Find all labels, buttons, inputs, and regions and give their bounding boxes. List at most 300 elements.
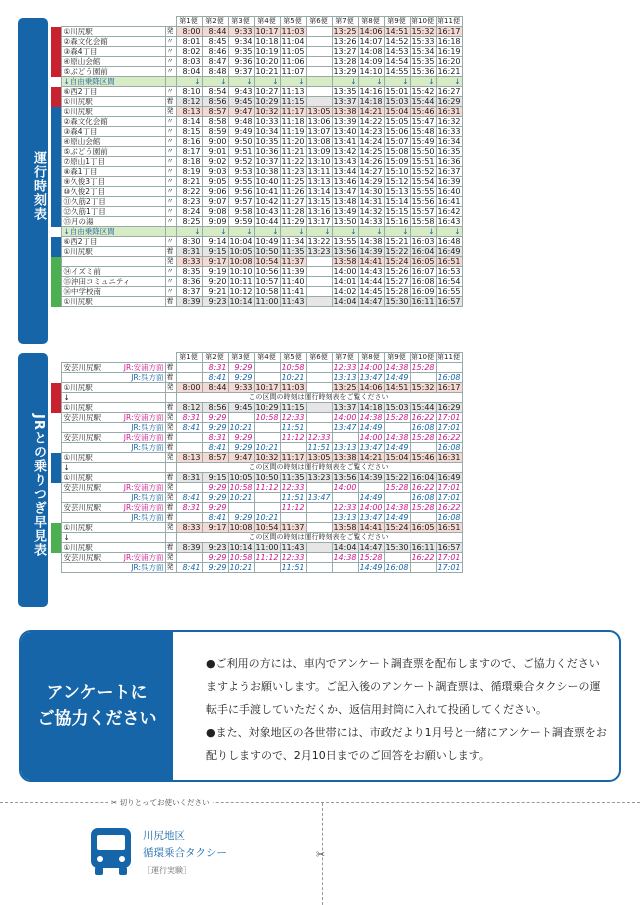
time-cell: 13:39 — [333, 117, 357, 126]
time-cell: 13:58 — [333, 257, 357, 266]
time-cell: 10:27 — [255, 87, 279, 96]
time-cell: ↓ — [254, 227, 280, 237]
survey-paragraph-1: ●ご利用の方には、車内でアンケート調査票を配布しますので、ご協力くださいますようお願いします。ご記入後のアンケート調査票は、循環乗合タクシーの運転手に手渡していただくか、返信用封筒に入れて投函してください。 — [206, 657, 601, 716]
header-cell: 第7便 — [332, 353, 358, 363]
time-cell — [306, 523, 332, 533]
card-service-name: 循環乗合タクシー — [143, 847, 227, 859]
time-cell: 11:37 — [281, 257, 305, 266]
time-cell — [306, 383, 332, 393]
stop-name: ④原山会館 — [61, 57, 165, 67]
stop-name: ↓ — [61, 533, 165, 543]
time-cell: 11:35 — [281, 247, 305, 256]
notice-cell: この区間の時刻は運行時刻表をご覧ください — [176, 393, 462, 403]
time-cell: 8:25 — [176, 217, 202, 227]
course-bar-cell — [51, 17, 61, 27]
header-cell: 第5便 — [280, 17, 306, 27]
time-cell: 14:29 — [359, 177, 383, 186]
course-bar — [51, 227, 61, 237]
stop-name: ③森4丁目 — [61, 127, 165, 137]
time-cell: 15:28 — [411, 503, 435, 512]
time-cell: 11:35 — [281, 473, 305, 482]
time-cell: 10:42 — [255, 197, 279, 206]
table-row — [51, 423, 462, 433]
time-cell: 15:14 — [385, 197, 409, 206]
time-cell: 9:21 — [202, 287, 228, 297]
stop-name: ④原山会館 — [61, 137, 165, 147]
table-row — [51, 373, 462, 383]
time-cell: 8:31 — [176, 473, 202, 483]
survey-body — [206, 652, 608, 767]
time-cell: 14:55 — [385, 67, 409, 76]
course-bar — [51, 27, 61, 37]
time-cell: 14:31 — [359, 197, 383, 206]
time-cell: 15:22 — [385, 473, 409, 482]
time-cell: 12:33 — [281, 413, 305, 422]
stop-name — [61, 483, 165, 493]
time-cell: 14:01 — [333, 277, 357, 286]
time-cell: 16:41 — [437, 197, 461, 206]
stop-name — [61, 513, 165, 523]
time-cell: 15:54 — [411, 177, 435, 186]
time-cell: 8:30 — [176, 237, 202, 247]
time-cell: 8:17 — [176, 147, 202, 157]
time-cell: 13:09 — [307, 147, 331, 156]
time-cell: 9:55 — [228, 177, 254, 187]
time-cell: 14:27 — [359, 167, 383, 176]
time-cell: ↓ — [228, 227, 254, 237]
time-cell: 15:57 — [411, 207, 435, 216]
time-cell: 8:18 — [176, 157, 202, 167]
time-cell: 14:39 — [359, 247, 383, 256]
table-row — [51, 513, 462, 523]
time-cell: ↓ — [436, 77, 462, 87]
time-cell: 13:13 — [333, 513, 357, 522]
stop-name — [61, 493, 165, 503]
stop-name: ①川尻駅 — [61, 453, 165, 463]
time-cell: 9:29 — [228, 363, 254, 373]
time-cell: 8:14 — [176, 117, 202, 127]
time-cell: 9:47 — [228, 107, 254, 117]
course-bar — [51, 127, 61, 137]
time-cell: 13:47 — [359, 373, 383, 382]
dep-arr-mark: 着 — [165, 473, 176, 483]
time-cell: 9:29 — [228, 373, 254, 383]
jr-direction: JR:安浦方面 — [123, 503, 164, 512]
time-cell: 8:03 — [176, 57, 202, 67]
time-cell: 11:22 — [281, 157, 305, 166]
time-cell: 9:15 — [202, 473, 228, 483]
time-cell: 9:14 — [202, 237, 228, 247]
time-cell: 14:49 — [385, 373, 409, 382]
header-cell: 第11便 — [436, 353, 462, 363]
time-cell: 13:50 — [333, 217, 357, 226]
time-cell: 15:04 — [385, 453, 409, 462]
time-cell: 16:53 — [437, 267, 461, 276]
time-cell: 8:37 — [176, 287, 202, 297]
time-cell: 14:38 — [385, 433, 409, 442]
time-cell: 16:55 — [437, 287, 461, 296]
dep-arr-mark: 〃 — [165, 207, 176, 217]
header-cell: 第1便 — [176, 17, 202, 27]
time-cell: 13:42 — [333, 147, 357, 156]
time-cell: 9:29 — [202, 413, 228, 423]
dep-arr-mark: 発 — [165, 423, 176, 433]
time-cell: 17:01 — [437, 413, 461, 422]
time-cell: 13:13 — [333, 443, 357, 452]
header-mark-cell — [165, 353, 176, 363]
time-cell: 13:49 — [333, 207, 357, 216]
dep-arr-mark: 発 — [165, 563, 176, 573]
time-cell: 9:58 — [228, 207, 254, 217]
dep-arr-mark: 発 — [165, 383, 176, 393]
stop-name — [61, 257, 165, 267]
stop-name: ①川尻駅 — [61, 523, 165, 533]
time-cell: 10:14 — [229, 543, 253, 552]
dep-arr-mark: 〃 — [165, 267, 176, 277]
stop-name: ①川尻駅 — [61, 297, 165, 307]
stop-name: ③森4丁目 — [61, 47, 165, 57]
time-cell: 16:27 — [437, 87, 461, 96]
stop-name: ①川尻駅 — [61, 473, 165, 483]
table-row — [51, 257, 462, 267]
jr-direction: JR:安浦方面 — [123, 433, 164, 442]
table-row — [51, 433, 462, 443]
station-name: 安芸川尻駅 — [63, 553, 101, 562]
time-cell — [306, 373, 332, 383]
time-cell: 14:38 — [333, 553, 357, 562]
time-cell: 16:08 — [437, 513, 461, 522]
dep-arr-mark: 〃 — [165, 187, 176, 197]
dep-arr-mark: 〃 — [165, 117, 176, 127]
time-cell: 13:16 — [307, 207, 331, 216]
dep-arr-mark: 着 — [165, 403, 176, 413]
table-row — [51, 533, 462, 543]
time-cell: 9:45 — [228, 97, 254, 107]
time-cell: 9:52 — [228, 157, 254, 167]
course-bar — [51, 363, 61, 373]
time-cell: 8:41 — [176, 493, 202, 503]
table-row — [51, 97, 462, 107]
time-cell: 14:53 — [385, 47, 409, 56]
table-row — [51, 443, 462, 453]
time-cell: ↓ — [202, 227, 228, 237]
course-bar — [51, 503, 61, 513]
time-cell: 15:16 — [385, 217, 409, 226]
dep-arr-mark: 発 — [165, 107, 176, 117]
course-bar — [51, 217, 61, 227]
time-cell — [410, 563, 436, 573]
time-cell: ↓ — [410, 227, 436, 237]
time-cell: 14:41 — [359, 523, 383, 532]
time-cell: 10:14 — [229, 297, 253, 306]
time-cell — [332, 493, 358, 503]
time-cell: 15:04 — [385, 107, 409, 116]
time-cell: 13:22 — [307, 237, 331, 246]
dep-arr-mark — [165, 227, 176, 237]
stop-name: ①川尻駅 — [61, 97, 165, 107]
time-cell: 13:25 — [333, 27, 357, 36]
table-row — [51, 543, 462, 553]
time-cell: 9:57 — [228, 197, 254, 207]
time-cell — [306, 87, 332, 97]
time-cell: 16:31 — [437, 453, 461, 462]
time-cell: 15:47 — [411, 117, 435, 126]
time-cell: 16:48 — [437, 237, 461, 246]
scissors-icon: ✂ — [111, 798, 120, 807]
course-bar — [51, 493, 61, 503]
time-cell: 11:19 — [281, 127, 305, 136]
time-cell: ↓ — [306, 227, 332, 237]
time-cell — [306, 27, 332, 37]
time-cell: 13:46 — [333, 177, 357, 186]
time-cell — [306, 423, 332, 433]
stop-name: ①川尻駅 — [61, 403, 165, 413]
time-cell — [306, 553, 332, 563]
time-cell: 9:29 — [228, 513, 254, 523]
time-cell — [306, 257, 332, 267]
table-row — [51, 177, 462, 187]
time-cell — [358, 483, 384, 493]
dep-arr-mark: 発 — [165, 553, 176, 563]
time-cell: 16:36 — [437, 157, 461, 166]
time-cell: 15:46 — [411, 107, 435, 116]
dep-arr-mark: 発 — [165, 483, 176, 493]
stop-name: ①川尻駅 — [61, 27, 165, 37]
time-cell: 14:47 — [359, 543, 383, 552]
time-cell — [384, 493, 410, 503]
time-cell: 14:10 — [359, 67, 383, 76]
time-cell: 15:22 — [385, 247, 409, 256]
time-cell: 16:42 — [437, 207, 461, 216]
table-row — [51, 403, 462, 413]
time-cell: 11:51 — [281, 423, 305, 432]
time-cell: 11:12 — [281, 433, 305, 442]
time-cell: 16:32 — [437, 117, 461, 126]
time-cell — [332, 563, 358, 573]
time-cell: 8:13 — [176, 453, 202, 463]
stop-name: ↓自由乗降区間 — [61, 227, 165, 237]
time-cell: 16:08 — [385, 563, 409, 572]
time-cell: 15:07 — [385, 137, 409, 146]
time-cell: 10:21 — [229, 563, 253, 572]
time-cell: 10:32 — [255, 107, 279, 116]
table-row — [51, 87, 462, 97]
time-cell: 14:33 — [359, 217, 383, 226]
stop-name: ⑨久俊3丁目 — [61, 177, 165, 187]
time-cell: 13:26 — [333, 37, 357, 46]
time-cell: 9:23 — [202, 543, 228, 553]
time-cell: 13:23 — [307, 247, 331, 256]
stop-name — [61, 373, 165, 383]
time-cell: 16:17 — [437, 27, 461, 36]
time-cell: 16:49 — [437, 473, 461, 482]
time-cell: 11:18 — [281, 117, 305, 126]
time-cell: 16:05 — [411, 257, 435, 266]
header-cell: 第4便 — [254, 17, 280, 27]
stop-name: ⑯中学校南 — [61, 287, 165, 297]
dep-arr-mark: 〃 — [165, 237, 176, 247]
time-cell: 11:39 — [281, 267, 305, 276]
time-cell: 15:28 — [411, 433, 435, 442]
time-cell: 8:48 — [202, 67, 228, 77]
time-cell — [306, 37, 332, 47]
course-bar — [51, 433, 61, 443]
time-cell: 10:50 — [255, 473, 279, 482]
header-cell: 第3便 — [228, 353, 254, 363]
time-cell — [176, 443, 202, 453]
cut-instruction: ✂ 切りとってお使いください — [108, 797, 213, 808]
time-cell: 11:21 — [281, 147, 305, 156]
jr-direction: JR:呉方面 — [131, 423, 164, 432]
time-cell: 15:21 — [385, 237, 409, 246]
time-cell: 14:30 — [359, 187, 383, 196]
jr-transfer-table — [51, 352, 463, 573]
course-bar — [51, 267, 61, 277]
time-cell — [306, 297, 332, 307]
table-row — [51, 463, 462, 473]
course-bar — [51, 37, 61, 47]
time-cell: 8:39 — [176, 297, 202, 307]
time-cell: 16:08 — [437, 443, 461, 452]
stop-name: ↓ — [61, 393, 165, 403]
jr-direction: JR:呉方面 — [131, 493, 164, 502]
time-cell: 13:10 — [307, 157, 331, 166]
table-row — [51, 57, 462, 67]
time-cell: 13:37 — [333, 403, 357, 412]
time-cell: 9:33 — [228, 383, 254, 393]
time-cell: 13:58 — [333, 523, 357, 532]
header-cell: 第10便 — [410, 17, 436, 27]
time-cell — [306, 47, 332, 57]
time-cell: 15:28 — [385, 483, 409, 492]
time-cell: 9:02 — [202, 157, 228, 167]
time-cell: 9:45 — [228, 403, 254, 413]
course-bar — [51, 463, 61, 473]
table-row — [51, 227, 462, 237]
time-cell: 11:00 — [255, 543, 279, 552]
time-cell: ↓ — [436, 227, 462, 237]
time-cell: 15:27 — [385, 277, 409, 286]
time-cell: 8:31 — [176, 413, 202, 423]
dep-arr-mark: 発 — [165, 27, 176, 37]
time-cell: 11:43 — [281, 543, 305, 552]
time-cell: 14:21 — [359, 453, 383, 462]
time-cell: 10:57 — [255, 277, 279, 286]
time-cell: 8:41 — [202, 373, 228, 383]
time-cell: 10:17 — [255, 27, 279, 36]
time-cell — [410, 443, 436, 453]
time-cell: 16:08 — [411, 493, 435, 502]
time-cell: 15:32 — [411, 27, 435, 36]
time-cell: 10:54 — [255, 257, 279, 266]
stop-name: ①川尻駅 — [61, 543, 165, 553]
header-row — [51, 17, 462, 27]
time-cell: 11:23 — [281, 167, 305, 176]
stop-name: ⑬月の湯 — [61, 217, 165, 227]
time-cell: 8:59 — [202, 127, 228, 137]
stop-name: ⑮沖田コミュニティ — [61, 277, 165, 287]
table-row — [51, 553, 462, 563]
time-cell: 8:12 — [176, 403, 202, 413]
stop-name — [61, 413, 165, 423]
time-cell: 16:17 — [437, 383, 461, 392]
time-cell: 16:39 — [437, 177, 461, 186]
dep-arr-mark: 〃 — [165, 47, 176, 57]
time-cell: 16:22 — [411, 483, 435, 492]
time-cell: 8:31 — [202, 363, 228, 373]
time-cell: 16:11 — [411, 297, 435, 306]
course-bar — [51, 257, 61, 267]
dep-arr-mark: 〃 — [165, 137, 176, 147]
timetable-table — [51, 16, 463, 307]
time-cell: 16:54 — [437, 277, 461, 286]
header-cell: 第7便 — [332, 17, 358, 27]
table-row — [51, 107, 462, 117]
time-cell: 10:43 — [255, 207, 279, 216]
time-cell — [280, 513, 306, 523]
course-bar — [51, 277, 61, 287]
dep-arr-mark: 〃 — [165, 287, 176, 297]
time-cell: 11:27 — [281, 197, 305, 206]
time-cell: 11:25 — [281, 177, 305, 186]
time-cell: 10:58 — [255, 413, 279, 422]
card-area-name: 川尻地区 — [143, 830, 185, 842]
time-cell: 11:40 — [281, 277, 305, 286]
dep-arr-mark: 〃 — [165, 277, 176, 287]
time-cell: 10:37 — [255, 157, 279, 166]
stop-name: ↓自由乗降区間 — [61, 77, 165, 87]
table-row — [51, 117, 462, 127]
time-cell: 15:24 — [385, 257, 409, 266]
course-bar — [51, 77, 61, 87]
time-cell — [254, 563, 280, 573]
time-cell: 16:20 — [437, 57, 461, 66]
time-cell: 15:34 — [411, 47, 435, 56]
time-cell: 13:38 — [333, 453, 357, 462]
table-row — [51, 287, 462, 297]
table-row — [51, 27, 462, 37]
survey-title — [21, 632, 173, 780]
time-cell: 8:44 — [202, 27, 228, 37]
time-cell: 14:00 — [333, 483, 357, 492]
table-row — [51, 247, 462, 257]
time-cell: 16:31 — [437, 107, 461, 116]
time-cell: 16:05 — [411, 523, 435, 532]
time-cell: 10:12 — [229, 287, 253, 296]
time-cell: 15:50 — [411, 147, 435, 156]
time-cell: 9:23 — [202, 297, 228, 307]
header-stop-cell — [61, 353, 165, 363]
time-cell: 8:12 — [176, 97, 202, 107]
dep-arr-mark: 発 — [165, 413, 176, 423]
header-cell: 第3便 — [228, 17, 254, 27]
header-cell: 第1便 — [176, 353, 202, 363]
time-cell: 11:15 — [281, 403, 305, 412]
time-cell: 10:21 — [255, 513, 279, 522]
course-bar — [51, 87, 61, 97]
time-cell: 16:07 — [411, 267, 435, 276]
time-cell: 10:58 — [255, 287, 279, 296]
time-cell: 10:34 — [255, 127, 279, 136]
time-cell: ↓ — [280, 227, 306, 237]
time-cell: ↓ — [410, 77, 436, 87]
time-cell: ↓ — [228, 77, 254, 87]
time-cell: 8:57 — [202, 453, 228, 463]
time-cell: 13:47 — [359, 443, 383, 452]
header-cell: 第6便 — [306, 353, 332, 363]
time-cell: 15:32 — [411, 383, 435, 392]
time-cell: 13:48 — [333, 197, 357, 206]
